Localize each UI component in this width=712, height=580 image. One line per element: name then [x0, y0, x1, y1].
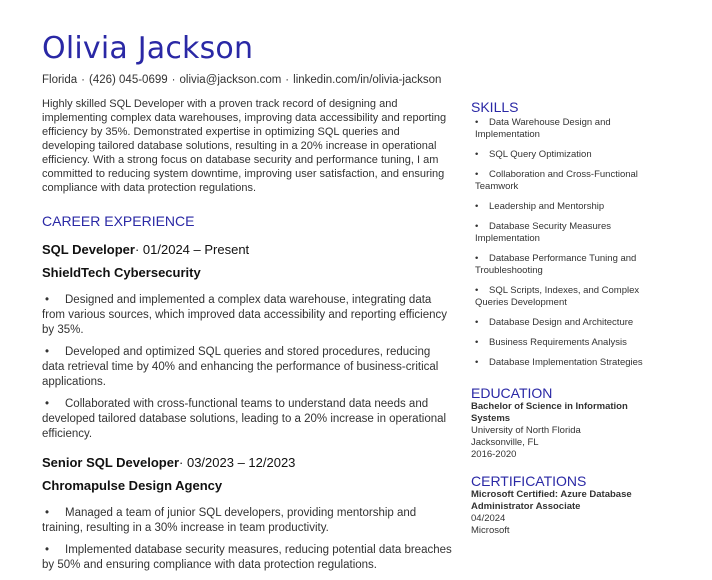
- bullet-text: Developed and optimized SQL queries and stored procedures, reducing data retrieval time by 40% and enhancing the performance of business-critical applications.: [42, 346, 439, 388]
- bullet-icon: •: [45, 346, 50, 358]
- job-bullet: [42, 506, 452, 536]
- job-entry: [42, 242, 452, 442]
- bullet-icon: •: [475, 357, 479, 368]
- job-bullets: [42, 506, 452, 573]
- skill-text: Business Requirements Analysis: [489, 337, 627, 348]
- skill-text: Database Performance Tuning and Troubleshooting: [475, 253, 637, 276]
- bullet-icon: •: [475, 169, 479, 180]
- separator: ·: [285, 74, 290, 86]
- certification-date: 04/2024: [471, 513, 506, 524]
- bullet-icon: •: [475, 285, 479, 296]
- job-bullet: [42, 293, 452, 338]
- job-bullet: [42, 543, 452, 573]
- bullet-icon: •: [475, 337, 479, 348]
- skill-item: [471, 337, 661, 349]
- bullet-icon: •: [475, 117, 479, 128]
- section-title-education: EDUCATION: [471, 385, 553, 401]
- bullet-icon: •: [475, 149, 479, 160]
- job-dates: · 01/2024 – Present: [134, 242, 250, 257]
- education-degree: Bachelor of Science in Information Systems: [471, 401, 628, 424]
- education-location: Jacksonville, FL: [471, 437, 539, 448]
- job-bullets: [42, 293, 452, 442]
- section-title-certifications: CERTIFICATIONS: [471, 473, 587, 489]
- job-dates: · 03/2023 – 12/2023: [179, 455, 296, 470]
- skill-item: [471, 221, 661, 245]
- job-role: Senior SQL Developer: [42, 455, 180, 470]
- certification-name: Microsoft Certified: Azure Database Administrator Associate: [471, 489, 632, 512]
- bullet-icon: •: [475, 201, 479, 212]
- skill-item: [471, 285, 661, 309]
- certification-issuer: Microsoft: [471, 525, 510, 536]
- skill-item: [471, 149, 661, 161]
- education-years: 2016-2020: [471, 449, 517, 460]
- skill-item: [471, 169, 661, 193]
- bullet-icon: •: [45, 398, 50, 410]
- bullet-icon: •: [45, 507, 50, 519]
- job-company: ShieldTech Cybersecurity: [42, 265, 201, 280]
- skill-text: Collaboration and Cross-Functional Teamwork: [475, 169, 638, 192]
- job-role: SQL Developer: [42, 242, 135, 257]
- certifications-section: [471, 473, 661, 537]
- skill-text: SQL Scripts, Indexes, and Complex Queries Development: [475, 285, 640, 308]
- bullet-icon: •: [45, 544, 50, 556]
- education-school: University of North Florida: [471, 425, 581, 436]
- skill-text: Data Warehouse Design and Implementation: [475, 117, 611, 140]
- professional-summary: Highly skilled SQL Developer with a proven track record of designing and implementing complex data warehouses, improving data accessibility and reporting efficiency by 35%. Demonstrated expertise in optimizing SQL queries and developing tailored database solutions, resulting in a 20% increase in operational efficiency. With a strong focus on database security and performance tuning, I am committed to reducing system downtime, improving user satisfaction, and ensuring compliance with data protection regulations.: [42, 98, 447, 194]
- bullet-icon: •: [45, 294, 50, 306]
- skill-item: [471, 317, 661, 329]
- section-title-experience: CAREER EXPERIENCE: [42, 213, 195, 229]
- skill-item: [471, 357, 661, 369]
- bullet-icon: •: [475, 317, 479, 328]
- bullet-text: Managed a team of junior SQL developers, providing mentorship and training, resulting in a 30% increase in team productivity.: [42, 507, 417, 534]
- education-section: [471, 385, 661, 461]
- candidate-name: Olivia Jackson: [42, 31, 254, 66]
- skill-text: Database Implementation Strategies: [489, 357, 643, 368]
- skill-item: [471, 201, 661, 213]
- job-title-line: [42, 455, 452, 470]
- skill-item: [471, 117, 661, 141]
- skill-text: Database Design and Architecture: [489, 317, 634, 328]
- contact-linkedin[interactable]: linkedin.com/in/olivia-jackson: [293, 74, 442, 86]
- job-bullet: [42, 397, 452, 442]
- skills-list: [471, 117, 661, 369]
- skill-text: Database Security Measures Implementation: [475, 221, 611, 244]
- separator: ·: [171, 74, 176, 86]
- contact-email[interactable]: olivia@jackson.com: [179, 74, 282, 86]
- job-bullet: [42, 345, 452, 390]
- skill-text: SQL Query Optimization: [489, 149, 592, 160]
- bullet-text: Collaborated with cross-functional teams to understand data needs and developed tailored database solutions, leading to a 20% increase in operational efficiency.: [42, 398, 447, 440]
- skill-item: [471, 253, 661, 277]
- separator: ·: [81, 74, 85, 86]
- job-company: Chromapulse Design Agency: [42, 478, 223, 493]
- bullet-icon: •: [475, 221, 479, 232]
- bullet-text: Implemented database security measures, reducing potential data breaches by 50% and ensuring compliance with data protection regulations.: [42, 544, 452, 571]
- contact-line: [42, 74, 441, 86]
- job-title-line: [42, 242, 452, 257]
- skill-text: Leadership and Mentorship: [489, 201, 605, 212]
- sidebar: [471, 99, 661, 537]
- contact-location: Florida: [42, 74, 78, 86]
- bullet-icon: •: [475, 253, 479, 264]
- job-entry: [42, 455, 452, 573]
- contact-phone: (426) 045-0699: [89, 74, 168, 86]
- section-title-skills: SKILLS: [471, 99, 519, 115]
- bullet-text: Designed and implemented a complex data warehouse, integrating data from various sources, which improved data accessibility and reporting efficiency by 35%.: [42, 294, 448, 336]
- career-experience-section: [42, 213, 452, 580]
